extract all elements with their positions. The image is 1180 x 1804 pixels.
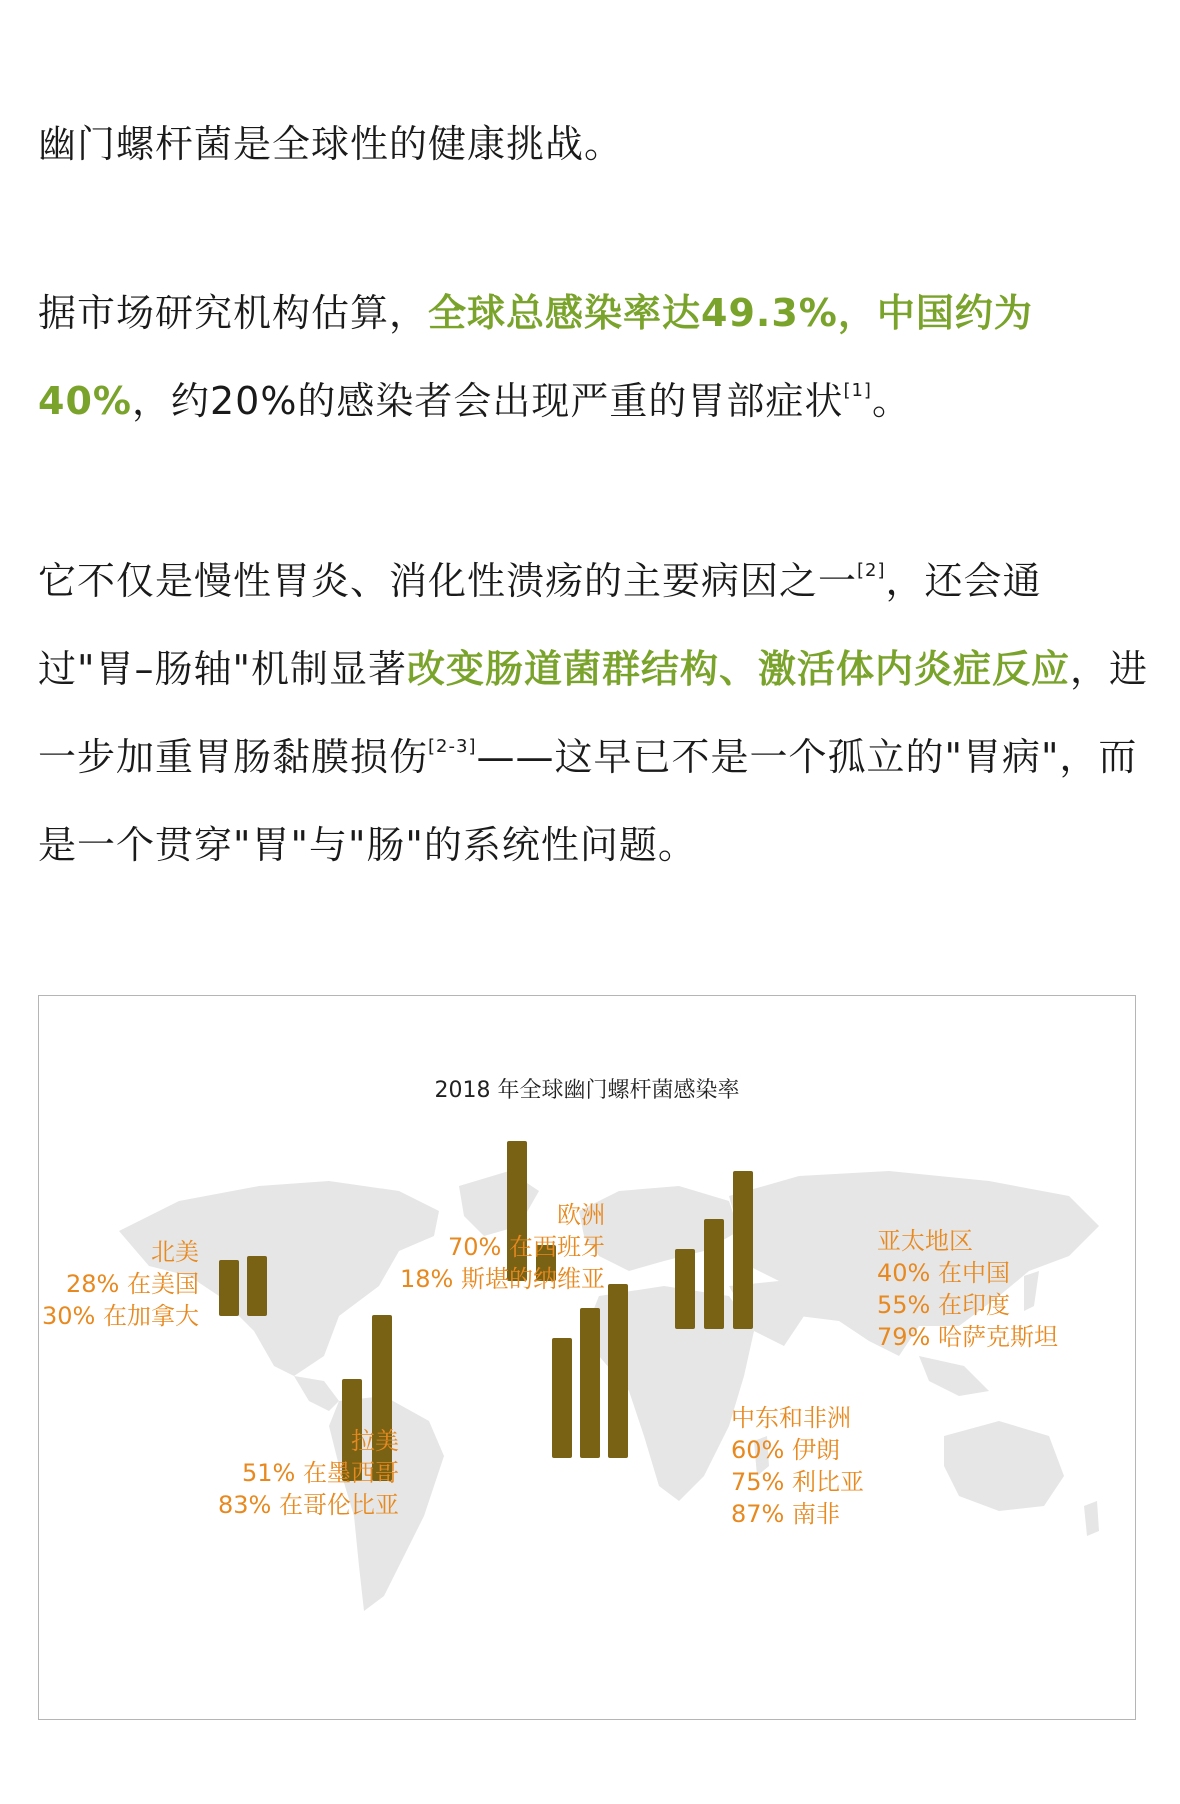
prevalence-highlight: 全球总感染率达49.3%，中国约为40% <box>38 291 1033 423</box>
value-label: 18% 斯堪的纳维亚 <box>400 1265 605 1293</box>
intro-text: 幽门螺杆菌是全球性的健康挑战。 <box>38 122 624 166</box>
value-label: 55% 在印度 <box>877 1291 1010 1319</box>
bar-middle-east-africa-3 <box>608 1284 628 1458</box>
region-label-europe <box>400 1199 605 1295</box>
impact-lead: 它不仅是慢性胃炎、消化性溃疡的主要病因之一 <box>38 559 858 603</box>
citation-1: [1] <box>843 380 872 401</box>
prevalence-end: 。 <box>871 379 911 423</box>
value-label: 75% 利比亚 <box>731 1468 864 1496</box>
region-name: 欧洲 <box>557 1201 605 1229</box>
bar-north-america-1 <box>219 1260 239 1316</box>
bar-middle-east-africa-2 <box>580 1308 600 1458</box>
infection-rate-map-chart <box>38 995 1136 1720</box>
bar-asia-pacific-3 <box>733 1171 753 1329</box>
region-name: 中东和非洲 <box>731 1404 851 1432</box>
bar-asia-pacific-2 <box>704 1219 724 1329</box>
value-label: 28% 在美国 <box>66 1270 199 1298</box>
value-label: 87% 南非 <box>731 1500 840 1528</box>
value-label: 60% 伊朗 <box>731 1436 840 1464</box>
impact-paragraph <box>38 537 1148 889</box>
region-label-asia-pacific <box>877 1225 1058 1353</box>
citation-2-3: [2-3] <box>428 736 477 757</box>
value-label: 83% 在哥伦比亚 <box>218 1491 399 1519</box>
region-name: 亚太地区 <box>877 1227 973 1255</box>
prevalence-lead: 据市场研究机构估算， <box>38 291 429 335</box>
value-label: 40% 在中国 <box>877 1259 1010 1287</box>
prevalence-tail: ，约20%的感染者会出现严重的胃部症状 <box>131 379 844 423</box>
bar-asia-pacific-1 <box>675 1249 695 1329</box>
value-label: 70% 在西班牙 <box>448 1233 605 1261</box>
chart-title: 2018 年全球幽门螺杆菌感染率 <box>434 1078 740 1103</box>
impact-mid2: ，进一步加重胃肠黏膜损伤 <box>38 647 1148 779</box>
value-label: 51% 在墨西哥 <box>242 1459 399 1487</box>
region-label-middle-east-africa <box>731 1402 864 1530</box>
impact-highlight: 改变肠道菌群结构、激活体内炎症反应 <box>406 647 1070 691</box>
citation-2: [2] <box>857 560 886 581</box>
impact-end: ——这早已不是一个孤立的"胃病"，而是一个贯穿"胃"与"肠"的系统性问题。 <box>38 735 1138 867</box>
impact-mid: ，还会通过"胃–肠轴"机制显著 <box>38 559 1042 691</box>
bar-north-america-2 <box>247 1256 267 1316</box>
value-label: 79% 哈萨克斯坦 <box>877 1323 1058 1351</box>
bar-middle-east-africa-1 <box>552 1338 572 1458</box>
prevalence-paragraph <box>38 269 1148 445</box>
intro-paragraph <box>38 100 1148 188</box>
world-map <box>39 996 1137 1721</box>
region-name: 拉美 <box>351 1427 399 1455</box>
region-label-latin-america <box>218 1425 399 1521</box>
region-name: 北美 <box>151 1238 199 1266</box>
region-label-north-america <box>42 1236 199 1332</box>
value-label: 30% 在加拿大 <box>42 1302 199 1330</box>
